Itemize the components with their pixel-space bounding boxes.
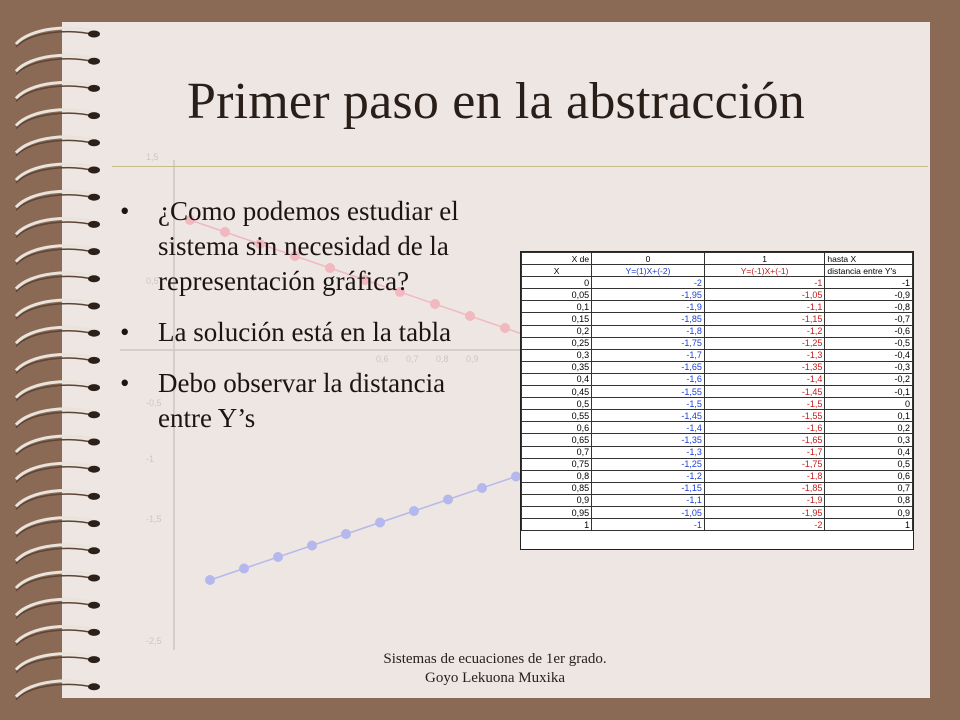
cell-line-a: -1,3: [592, 446, 705, 458]
bullet-text: ¿Como podemos estudiar el sistema sin necesidad de la representación gráfica?: [158, 196, 459, 296]
cell-line-a: -1,85: [592, 313, 705, 325]
cell-distance: -0,3: [825, 361, 913, 373]
cell-x: 0,65: [522, 434, 592, 446]
cell-line-b: -1,7: [704, 446, 824, 458]
bg-point-line-a: [409, 506, 419, 516]
bg-y-tick: 1,5: [146, 152, 159, 162]
header-row: [522, 265, 913, 277]
cell-x: 0: [522, 277, 592, 289]
bullet-text: La solución está en la tabla: [158, 317, 452, 347]
table-row: [522, 301, 913, 313]
table-row: [522, 337, 913, 349]
table-row: [522, 325, 913, 337]
cell-line-a: -1,5: [592, 398, 705, 410]
cell-line-a: -1: [592, 519, 705, 531]
cell-distance: -0,7: [825, 313, 913, 325]
cell-line-a: -1,05: [592, 506, 705, 518]
cell-line-a: -1,45: [592, 410, 705, 422]
bullet-item: [118, 315, 498, 350]
bg-y-tick: -1: [146, 454, 155, 464]
bg-point-line-b: [500, 323, 510, 333]
cell-distance: 0,1: [825, 410, 913, 422]
bg-y-tick: -2,5: [146, 636, 162, 646]
cell-x: 0,75: [522, 458, 592, 470]
cell-line-b: -1,65: [704, 434, 824, 446]
cell-distance: 0,7: [825, 482, 913, 494]
cell-x: 0,1: [522, 301, 592, 313]
cell-line-b: -1,3: [704, 349, 824, 361]
cell-x: 0,8: [522, 470, 592, 482]
bg-point-line-a: [205, 575, 215, 585]
cell-x: 0,95: [522, 506, 592, 518]
cell-line-b: -1,1: [704, 301, 824, 313]
cell-line-b: -1,55: [704, 410, 824, 422]
bg-point-line-a: [443, 495, 453, 505]
cell-x: 0,55: [522, 410, 592, 422]
cell-line-b: -1,15: [704, 313, 824, 325]
cell-distance: -0,5: [825, 337, 913, 349]
bullet-icon: •: [120, 317, 130, 347]
bg-y-tick: -0,5: [146, 398, 162, 408]
cell-line-b: -1: [704, 277, 824, 289]
cell-distance: 0,6: [825, 470, 913, 482]
cell-distance: -0,4: [825, 349, 913, 361]
cell-line-a: -1,7: [592, 349, 705, 361]
cell-line-b: -1,45: [704, 386, 824, 398]
bg-x-tick: 0,7: [406, 354, 419, 364]
table-row: [522, 434, 913, 446]
table-row: [522, 373, 913, 385]
spreadsheet: [520, 251, 914, 550]
table-row: [522, 482, 913, 494]
cell-line-a: -1,25: [592, 458, 705, 470]
cell-line-a: -1,95: [592, 289, 705, 301]
cell-line-a: -1,65: [592, 361, 705, 373]
cell-line-a: -1,8: [592, 325, 705, 337]
cell-distance: -0,1: [825, 386, 913, 398]
cell-x: 1: [522, 519, 592, 531]
column-header-x: X: [522, 265, 592, 277]
cell-x: 0,2: [522, 325, 592, 337]
bg-point-line-a: [375, 518, 385, 528]
cell-line-b: -1,85: [704, 482, 824, 494]
bg-point-line-a: [239, 564, 249, 574]
cell-x: 0,45: [522, 386, 592, 398]
bullet-icon: •: [120, 368, 130, 398]
cell-line-b: -2: [704, 519, 824, 531]
x-from-label: X de: [522, 253, 592, 265]
cell-distance: 0,3: [825, 434, 913, 446]
cell-distance: 0,4: [825, 446, 913, 458]
cell-line-a: -1,55: [592, 386, 705, 398]
cell-line-b: -1,95: [704, 506, 824, 518]
bg-point-line-a: [341, 529, 351, 539]
cell-distance: 1: [825, 519, 913, 531]
cell-x: 0,4: [522, 373, 592, 385]
table-row: [522, 277, 913, 289]
spreadsheet-table: [521, 252, 913, 531]
bullet-text: Debo observar la distancia entre Y’s: [158, 368, 446, 433]
cell-distance: -1: [825, 277, 913, 289]
table-row: [522, 446, 913, 458]
column-header-distance: distancia entre Y's: [825, 265, 913, 277]
cell-distance: 0: [825, 398, 913, 410]
x-to-label: hasta X: [825, 253, 913, 265]
table-row: [522, 470, 913, 482]
bullet-list: [118, 194, 498, 452]
table-row: [522, 386, 913, 398]
table-row: [522, 289, 913, 301]
bg-point-line-a: [477, 483, 487, 493]
cell-line-b: -1,4: [704, 373, 824, 385]
cell-line-a: -1,15: [592, 482, 705, 494]
cell-line-a: -1,9: [592, 301, 705, 313]
cell-x: 0,5: [522, 398, 592, 410]
table-row: [522, 398, 913, 410]
table-row: [522, 349, 913, 361]
bg-y-tick: -1,5: [146, 514, 162, 524]
slide-title: Primer paso en la abstracción: [186, 73, 806, 130]
table-row: [522, 458, 913, 470]
controls-row: [522, 253, 913, 265]
column-header-line-b: Y=(-1)X+(-1): [704, 265, 824, 277]
table-row: [522, 361, 913, 373]
cell-line-a: -2: [592, 277, 705, 289]
bg-point-line-a: [273, 552, 283, 562]
cell-x: 0,9: [522, 494, 592, 506]
table-row: [522, 410, 913, 422]
cell-distance: 0,9: [825, 506, 913, 518]
bullet-item: [118, 194, 498, 299]
cell-x: 0,85: [522, 482, 592, 494]
table-row: [522, 494, 913, 506]
bg-y-tick: 0,5: [146, 276, 159, 286]
bg-x-tick: 0,6: [376, 354, 389, 364]
x-to-input[interactable]: 1: [704, 253, 824, 265]
cell-line-b: -1,2: [704, 325, 824, 337]
cell-distance: 0,5: [825, 458, 913, 470]
cell-x: 0,05: [522, 289, 592, 301]
cell-line-b: -1,35: [704, 361, 824, 373]
cell-line-b: -1,5: [704, 398, 824, 410]
cell-line-a: -1,2: [592, 470, 705, 482]
cell-line-a: -1,35: [592, 434, 705, 446]
cell-line-b: -1,8: [704, 470, 824, 482]
cell-line-a: -1,75: [592, 337, 705, 349]
footer-line-1: Sistemas de ecuaciones de 1er grado.: [383, 651, 607, 667]
cell-line-a: -1,1: [592, 494, 705, 506]
cell-x: 0,15: [522, 313, 592, 325]
table-row: [522, 313, 913, 325]
x-from-input[interactable]: 0: [592, 253, 705, 265]
title-divider: [112, 166, 928, 167]
cell-x: 0,3: [522, 349, 592, 361]
cell-distance: -0,8: [825, 301, 913, 313]
cell-distance: 0,8: [825, 494, 913, 506]
cell-line-b: -1,75: [704, 458, 824, 470]
cell-distance: 0,2: [825, 422, 913, 434]
cell-line-b: -1,6: [704, 422, 824, 434]
cell-distance: -0,9: [825, 289, 913, 301]
table-row: [522, 506, 913, 518]
cell-line-a: -1,4: [592, 422, 705, 434]
bullet-icon: •: [120, 196, 130, 226]
bg-point-line-a: [307, 541, 317, 551]
table-row: [522, 519, 913, 531]
column-header-line-a: Y=(1)X+(-2): [592, 265, 705, 277]
cell-x: 0,7: [522, 446, 592, 458]
cell-x: 0,6: [522, 422, 592, 434]
cell-x: 0,25: [522, 337, 592, 349]
table-row: [522, 422, 913, 434]
cell-x: 0,35: [522, 361, 592, 373]
cell-distance: -0,2: [825, 373, 913, 385]
cell-line-a: -1,6: [592, 373, 705, 385]
bg-x-tick: 0,9: [466, 354, 479, 364]
cell-line-b: -1,9: [704, 494, 824, 506]
cell-line-b: -1,05: [704, 289, 824, 301]
footer-line-2: Goyo Lekuona Muxika: [425, 670, 565, 686]
cell-distance: -0,6: [825, 325, 913, 337]
bullet-item: [118, 366, 498, 436]
footer: [330, 650, 660, 688]
cell-line-b: -1,25: [704, 337, 824, 349]
bg-x-tick: 0,8: [436, 354, 449, 364]
